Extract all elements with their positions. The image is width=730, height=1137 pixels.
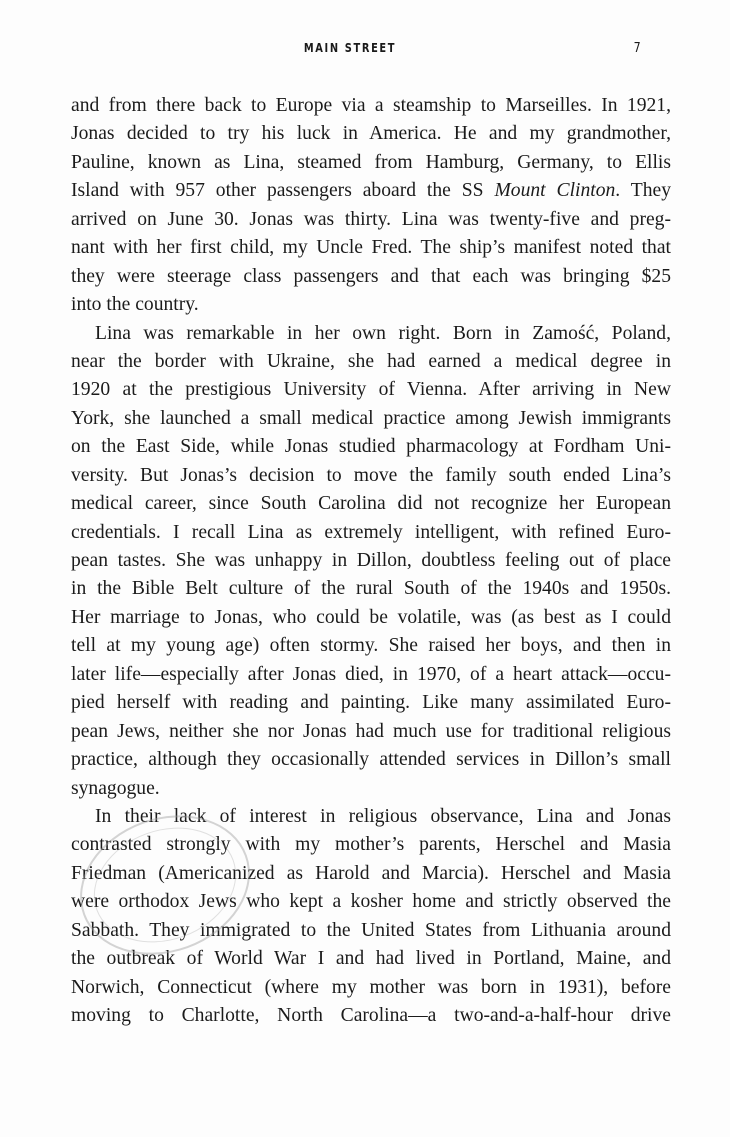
text-line: Island with 957 other passengers aboard the SS Mount Clinton. They	[71, 180, 671, 202]
text-line: in the Bible Belt culture of the rural South of the 1940s and 1950s.	[71, 578, 671, 600]
text-line: into the country.	[71, 294, 199, 316]
text-line: contrasted strongly with my mother’s parents, Herschel and Masia	[71, 834, 671, 856]
page-number: 7	[633, 41, 641, 56]
text-line: medical career, since South Carolina did not recognize her European	[71, 493, 671, 515]
paragraph	[71, 803, 671, 1031]
paragraph	[71, 92, 671, 320]
text-line: later life—especially after Jonas died, in 1970, of a heart attack—occu-	[71, 663, 671, 685]
text-line: York, she launched a small medical practice among Jewish immigrants	[71, 407, 671, 429]
text-line: pied herself with reading and painting. Like many assimilated Euro-	[71, 692, 671, 714]
text-line: nant with her first child, my Uncle Fred. The ship’s manifest noted that	[71, 237, 671, 259]
text-line: the outbreak of World War I and had lived in Portland, Maine, and	[71, 948, 671, 970]
text-line: Lina was remarkable in her own right. Born in Zamość, Poland,	[95, 322, 671, 344]
text-line: were orthodox Jews who kept a kosher home and strictly observed the	[71, 891, 671, 913]
text-line: Friedman (Americanized as Harold and Marcia). Herschel and Masia	[71, 862, 671, 884]
text-line: Sabbath. They immigrated to the United States from Lithuania around	[71, 919, 671, 941]
text-line: versity. But Jonas’s decision to move the family south ended Lina’s	[71, 464, 671, 486]
text-line: tell at my young age) often stormy. She raised her boys, and then in	[71, 635, 671, 657]
text-line: near the border with Ukraine, she had earned a medical degree in	[71, 350, 671, 372]
text-line: Norwich, Connecticut (where my mother was born in 1931), before	[71, 976, 671, 998]
text-line: practice, although they occasionally attended services in Dillon’s small	[71, 749, 671, 771]
running-head	[0, 41, 730, 59]
body-text	[71, 92, 671, 1030]
italic-title: Mount Clinton	[494, 180, 616, 202]
text-line: moving to Charlotte, North Carolina—a two-and-a-half-hour drive	[71, 1005, 671, 1026]
text-line: and from there back to Europe via a steamship to Marseilles. In 1921,	[71, 95, 671, 116]
text-line: they were steerage class passengers and that each was bringing $25	[71, 265, 671, 287]
text-line: In their lack of interest in religious observance, Lina and Jonas	[95, 805, 671, 827]
text-line: arrived on June 30. Jonas was thirty. Lina was twenty-five and preg-	[71, 208, 671, 230]
text-line: pean tastes. She was unhappy in Dillon, doubtless feeling out of place	[71, 550, 671, 571]
text-line: credentials. I recall Lina as extremely intelligent, with refined Euro-	[71, 521, 671, 543]
text-line: Her marriage to Jonas, who could be volatile, was (as best as I could	[71, 606, 671, 628]
text-line: Jonas decided to try his luck in America. He and my grandmother,	[71, 123, 671, 145]
running-title: MAIN STREET	[303, 41, 397, 55]
text-line: pean Jews, neither she nor Jonas had much use for traditional religious	[71, 720, 671, 742]
text-line: synagogue.	[71, 777, 160, 799]
text-line: 1920 at the prestigious University of Vienna. After arriving in New	[71, 379, 671, 401]
text-line: on the East Side, while Jonas studied pharmacology at Fordham Uni-	[71, 436, 671, 458]
paragraph	[71, 320, 671, 803]
text-line: Pauline, known as Lina, steamed from Hamburg, Germany, to Ellis	[71, 151, 671, 173]
